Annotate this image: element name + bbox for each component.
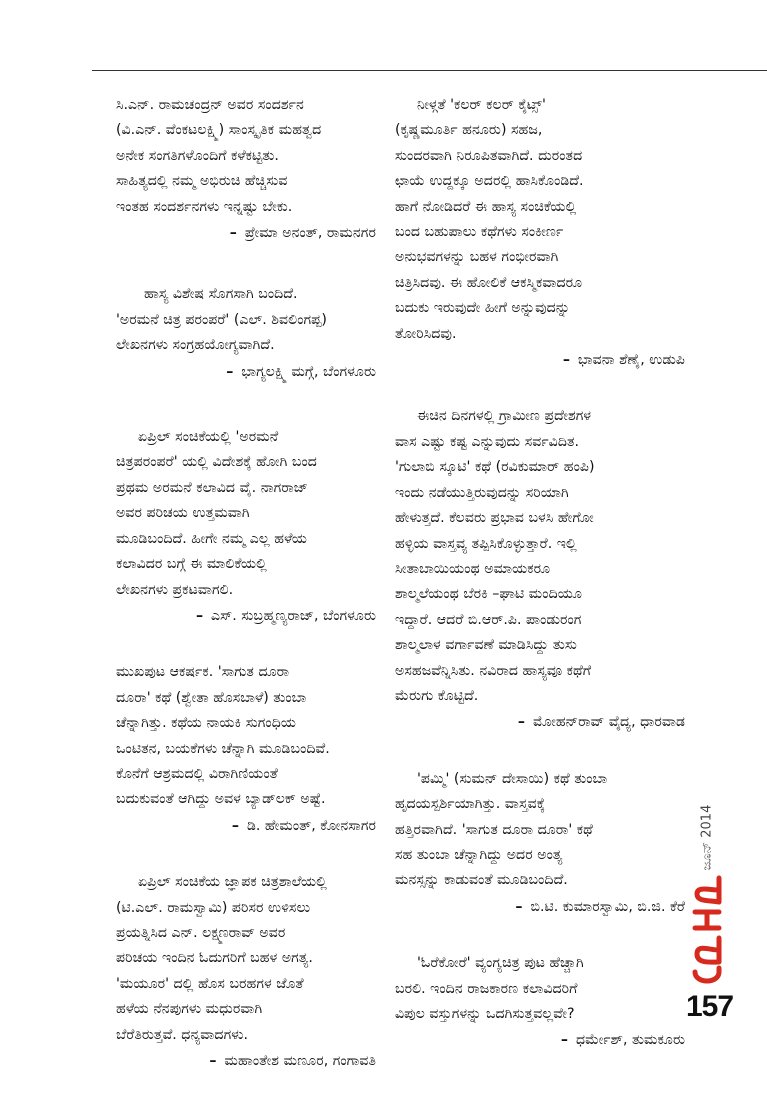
letter-2 — [116, 282, 376, 385]
letter-line: ವಾಸ ಎಷ್ಟು ಕಷ್ಟ ಎನ್ನುವುದು ಸರ್ವವಿದಿತ. — [395, 433, 580, 450]
letter-line: (ಕೃಷ್ಣಮೂರ್ತಿ ಹನೂರು) ಸಹಜ, — [395, 122, 543, 139]
letter-line: ಕಲಾವಿದರ ಬಗ್ಗೆ ಈ ಮಾಲಿಕೆಯಲ್ಲಿ — [116, 556, 267, 573]
page-number: 157 — [686, 990, 734, 1023]
letter-line: ಏಪ್ರಿಲ್ ಸಂಚಿಕೆಯಲ್ಲಿ 'ಅರಮನೆ — [138, 429, 279, 446]
letter-line: (ವಿ.ಎನ್. ವೆಂಕಟಲಕ್ಷ್ಮಿ) ಸಾಂಸ್ಕೃತಿಕ ಮಹತ್ವದ — [116, 122, 322, 139]
letter-line: ತೋರಿಸಿದವು. — [395, 325, 457, 342]
letter-signature: – ಮಹಾಂತೇಶ ಮಣೂರ, ಗಂಗಾವತಿ — [209, 1053, 376, 1069]
letter-line: 'ಓರೆಕೋರೆ' ವ್ಯಂಗ್ಯಚಿತ್ರ ಪುಟ ಹೆಚ್ಚಾಗಿ — [417, 955, 584, 972]
letter-line: 'ಪಮ್ಮಿ' (ಸುಮನ್ ದೇಸಾಯಿ) ಕಥೆ ತುಂಬಾ — [417, 770, 608, 787]
letter-1 — [116, 93, 376, 246]
letter-signature: – ಧರ್ಮೇಶ್, ತುಮಕೂರು — [560, 1032, 685, 1049]
letter-7 — [395, 404, 685, 735]
letter-line: ಲೇಖನಗಳು ಸಂಗ್ರಹಯೋಗ್ಯವಾಗಿದೆ. — [116, 337, 275, 354]
letter-signature: – ಎಸ್. ಸುಬ್ರಹ್ಮಣ್ಯರಾಜ್, ಬೆಂಗಳೂರು — [195, 607, 376, 624]
letter-line: ಹೃದಯಸ್ಪರ್ಶಿಯಾಗಿತ್ತು. ವಾಸ್ತವಕ್ಕೆ — [395, 796, 546, 813]
letter-line: ಮನಸ್ಸನ್ನು ಕಾಡುವಂತೆ ಮೂಡಿಬಂದಿದೆ. — [395, 872, 568, 889]
letter-line: ಅವರ ಪರಿಚಯ ಉತ್ತಮವಾಗಿ — [116, 505, 250, 522]
letter-line: ಮುಖಪುಟ ಆಕರ್ಷಕ. 'ಸಾಗುತ ದೂರಾ — [116, 664, 290, 681]
letter-line: ಏಪ್ರಿಲ್ ಸಂಚಿಕೆಯ ಜ್ಞಾಪಕ ಚಿತ್ರಶಾಲೆಯಲ್ಲಿ — [138, 874, 327, 891]
letter-line: ಹಳ್ಳಿಯ ವಾಸ್ತವ್ಯ ತಪ್ಪಿಸಿಕೊಳ್ಳುತ್ತಾರೆ. ಇಲ್ಲಿ — [395, 535, 577, 552]
left-column — [116, 93, 376, 1105]
letter-line: ಹತ್ತಿರವಾಗಿದೆ. 'ಸಾಗುತ ದೂರಾ ದೂರಾ' ಕಥೆ — [395, 821, 593, 838]
letter-line: ಅನೇಕ ಸಂಗತಿಗಳೊಂದಿಗೆ ಕಳೆಕಟ್ಟಿತು. — [116, 147, 279, 164]
letter-line: ಬರಲಿ. ಇಂದಿನ ರಾಜಕಾರಣ ಕಲಾವಿದರಿಗೆ — [395, 980, 578, 997]
letter-line: ಅಸಹಜವೆನ್ನಿಸಿತು. ನವಿರಾದ ಹಾಸ್ಯವೂ ಕಥೆಗೆ — [395, 662, 592, 679]
letter-8 — [395, 767, 685, 920]
letter-signature: – ಡಿ. ಹೇಮಂತ್, ಕೋನಸಾಗರ — [231, 817, 376, 834]
letter-9 — [395, 951, 685, 1054]
letter-line: ಒಂಟಿತನ, ಬಯಕೆಗಳು ಚೆನ್ನಾಗಿ ಮೂಡಿಬಂದಿವೆ. — [116, 740, 330, 757]
letter-signature: – ಮೋಹನ್‌ರಾವ್ ವೈದ್ಯ, ಧಾರವಾಡ — [517, 714, 685, 731]
letter-line: ಮೂಡಿಬಂದಿದೆ. ಹೀಗೇ ನಮ್ಮ ಎಲ್ಲ ಹಳೆಯ — [116, 530, 308, 547]
letter-line: ಇಂದು ನಡೆಯುತ್ತಿರುವುದನ್ನು ಸರಿಯಾಗಿ — [395, 484, 569, 501]
letter-line: ನೀಳ್ಗತೆ 'ಕಲರ್ ಕಲರ್ ಕೈಟ್ಸ್' — [417, 97, 546, 113]
letter-line: ದೂರಾ' ಕಥೆ (ಶ್ವೇತಾ ಹೊಸಬಾಳೆ) ತುಂಬಾ — [116, 689, 307, 706]
letter-line: ಇಂತಹ ಸಂದರ್ಶನಗಳು ಇನ್ನಷ್ಟು ಬೇಕು. — [116, 198, 293, 215]
letter-line: ಸಿ.ಎನ್. ರಾಮಚಂದ್ರನ್ ಅವರ ಸಂದರ್ಶನ — [116, 97, 304, 113]
issue-date: ಜೂನ್ 2014 — [699, 804, 715, 870]
letter-line: ಬದುಕು ಇರುವುದೇ ಹೀಗೆ ಅನ್ನುವುದನ್ನು — [395, 300, 571, 317]
letter-signature: – ಪ್ರೇಮಾ ಅನಂತ್, ರಾಮನಗರ — [229, 225, 376, 242]
letter-line: ಸಹ ತುಂಬಾ ಚೆನ್ನಾಗಿದ್ದು ಅದರ ಅಂತ್ಯ — [395, 846, 563, 863]
letter-line: ಸೀತಾಬಾಯಿಯಂಥ ಅಮಾಯಕರೂ — [395, 560, 551, 577]
letter-line: ಸಾಹಿತ್ಯದಲ್ಲಿ ನಮ್ಮ ಅಭಿರುಚಿ ಹೆಚ್ಚಿಸುವ — [116, 173, 288, 190]
letter-line: ಬಂದ ಬಹುಪಾಲು ಕಥೆಗಳು ಸಂಕೀರ್ಣ — [395, 224, 564, 241]
letter-line: ವಿಪುಲ ವಸ್ತುಗಳನ್ನು ಒದಗಿಸುತ್ತವಲ್ಲವೇ? — [395, 1006, 575, 1022]
letter-line: ಪ್ರಥಮ ಅರಮನೆ ಕಲಾವಿದ ವೈ. ನಾಗರಾಜ್ — [116, 479, 308, 496]
letter-line: ಬೆರೆತಿರುತ್ತವೆ. ಧನ್ಯವಾದಗಳು. — [116, 1026, 248, 1043]
letter-line: ಸುಂದರವಾಗಿ ನಿರೂಪಿತವಾಗಿದೆ. ದುರಂತದ — [395, 147, 583, 164]
letter-signature: – ಭಾವನಾ ಶೆಣೈ, ಉಡುಪಿ — [562, 352, 685, 369]
letter-line: ಹೇಳುತ್ತದೆ. ಕೆಲವರು ಪ್ರಭಾವ ಬಳಸಿ ಹೇಗೋ — [395, 510, 594, 527]
masthead-logo — [689, 872, 725, 988]
letter-line: ಕೊನೆಗೆ ಆಶ್ರಮದಲ್ಲಿ ವಿರಾಗಿಣಿಯಂತೆ — [116, 765, 278, 782]
letter-line: ಛಾಯೆ ಉದ್ದಕ್ಕೂ ಅದರಲ್ಲಿ ಹಾಸಿಕೊಂಡಿದೆ. — [395, 173, 584, 190]
issue-sidebar — [689, 802, 725, 992]
letter-3 — [116, 425, 376, 629]
letter-line: ಹಳೆಯ ನೆನಪುಗಳು ಮಧುರವಾಗಿ — [116, 1001, 263, 1018]
letter-line: ಬದುಕುವಂತೆ ಆಗಿದ್ದು ಅವಳ ಬ್ಯಾಡ್‌ಲಕ್ ಅಷ್ಟೆ. — [116, 791, 326, 808]
letter-line: ಚಿತ್ರಪರಂಪರೆ' ಯಲ್ಲಿ ವಿದೇಶಕ್ಕೆ ಹೋಗಿ ಬಂದ — [116, 454, 317, 471]
letter-line: ಪರಿಚಯ ಇಂದಿನ ಓದುಗರಿಗೆ ಬಹಳ ಅಗತ್ಯ. — [116, 950, 313, 967]
letter-6 — [395, 93, 685, 373]
letter-line: ಅನುಭವಗಳನ್ನು ಬಹಳ ಗಂಭೀರವಾಗಿ — [395, 249, 559, 266]
letter-line: ಲೇಖನಗಳು ಪ್ರಕಟವಾಗಲಿ. — [116, 581, 234, 598]
letter-line: ಹಾಸ್ಯ ವಿಶೇಷ ಸೊಗಸಾಗಿ ಬಂದಿದೆ. — [144, 286, 298, 303]
letter-line: ಇದ್ದಾರೆ. ಆದರೆ ಬಿ.ಆರ್.ಪಿ. ಪಾಂಡುರಂಗ — [395, 611, 582, 628]
letter-line: 'ಅರಮನೆ ಚಿತ್ರ ಪರಂಪರೆ' (ಎಲ್. ಶಿವಲಿಂಗಪ್ಪ) — [116, 311, 327, 328]
letter-signature: – ಭಾಗ್ಯಲಕ್ಷ್ಮಿ ಮಗ್ಗೆ, ಬೆಂಗಳೂರು — [226, 363, 376, 380]
letter-line: ಶಾಲ್ಮಲಾಳ ವರ್ಗಾವಣೆ ಮಾಡಿಸಿದ್ದು ತುಸು — [395, 637, 577, 654]
letter-signature: – ಬಿ.ಟಿ. ಕುಮಾರಸ್ವಾಮಿ, ಬಿ.ಜಿ. ಕೆರೆ — [515, 898, 685, 915]
top-rule — [92, 70, 767, 71]
letter-line: ಶಾಲ್ಮಲೆಯಂಥ ಬೆರಕಿ –ಘಾಟಿ ಮಂದಿಯೂ — [395, 586, 583, 603]
letter-line: (ಟಿ.ಎಲ್. ರಾಮಸ್ವಾಮಿ) ಪರಿಸರ ಉಳಿಸಲು — [116, 899, 311, 916]
letter-line: ಪ್ರಯತ್ನಿಸಿದ ಎನ್. ಲಕ್ಷ್ಮಣರಾವ್ ಅವರ — [116, 924, 286, 941]
letter-line: 'ಗುಲಾಬಿ ಸ್ಕೂಟಿ' ಕಥೆ (ರವಿಕುಮಾರ್ ಹಂಪಿ) — [395, 459, 595, 476]
letter-4 — [116, 660, 376, 839]
letter-line: ಈಚಿನ ದಿನಗಳಲ್ಲಿ ಗ್ರಾಮೀಣ ಪ್ರದೇಶಗಳ — [417, 408, 592, 425]
letter-line: ಚೆನ್ನಾಗಿತ್ತು. ಕಥೆಯ ನಾಯಕಿ ಸುಗಂಧಿಯ — [116, 715, 297, 732]
letter-line: 'ಮಯೂರ' ದಲ್ಲಿ ಹೊಸ ಬರಹಗಳ ಜೊತೆ — [116, 975, 304, 992]
letter-line: ಹಾಗೆ ನೋಡಿದರೆ ಈ ಹಾಸ್ಯ ಸಂಚಿಕೆಯಲ್ಲಿ — [395, 198, 577, 215]
letter-5 — [116, 870, 376, 1074]
letter-line: ಮೆರುಗು ಕೊಟ್ಟಿದೆ. — [395, 687, 479, 704]
right-column — [395, 93, 685, 1085]
letter-line: ಚಿತ್ರಿಸಿದವು. ಈ ಹೋಲಿಕೆ ಆಕಸ್ಮಿಕವಾದರೂ — [395, 274, 583, 291]
